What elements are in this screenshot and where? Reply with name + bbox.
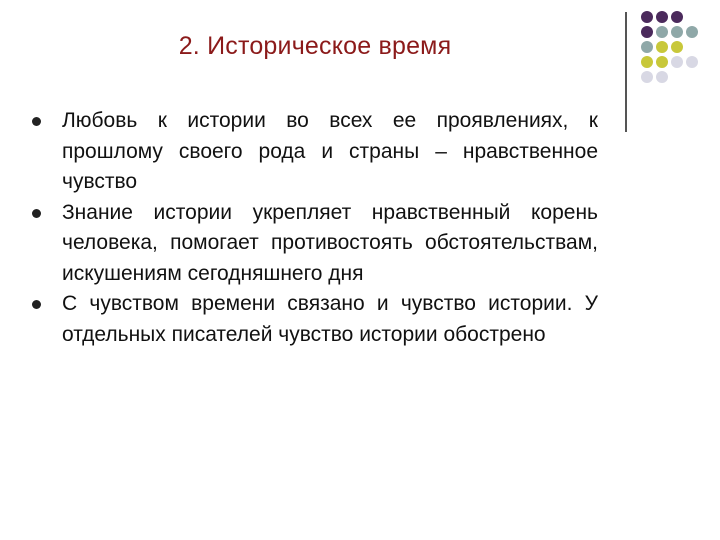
decorative-dot — [641, 41, 653, 53]
decorative-dot — [671, 41, 683, 53]
decorative-dot — [671, 11, 683, 23]
decorative-dot — [686, 26, 698, 38]
decorative-dot — [656, 56, 668, 68]
decorative-dot — [656, 26, 668, 38]
decorative-dot — [671, 56, 683, 68]
bullet-text: С чувством времени связано и чувство истории. У отдельных писателей чувство истории обострено — [62, 292, 598, 346]
decorative-dot — [656, 11, 668, 23]
bullet-text: Знание истории укрепляет нравственный корень человека, помогает противостоять обстоятельствам, искушениям сегодняшнего дня — [62, 200, 598, 285]
decorative-dot — [641, 26, 653, 38]
decorative-dot — [671, 26, 683, 38]
bullet-item — [30, 198, 598, 290]
bullet-list — [30, 106, 598, 350]
bullet-dot-icon — [32, 117, 41, 126]
decorative-dot — [656, 41, 668, 53]
bullet-text: Любовь к истории во всех ее проявлениях, к прошлому своего рода и страны – нравственное чувство — [62, 109, 598, 193]
decorative-dot — [686, 56, 698, 68]
bullet-item — [30, 106, 598, 198]
bullet-dot-icon — [32, 209, 41, 218]
slide-title: 2. Историческое время — [178, 32, 452, 60]
decorative-divider-line — [625, 12, 627, 132]
decorative-dot — [641, 11, 653, 23]
decorative-dot — [641, 71, 653, 83]
bullet-dot-icon — [32, 300, 41, 309]
bullet-item — [30, 289, 598, 350]
decorative-dot — [656, 71, 668, 83]
decorative-dot — [641, 56, 653, 68]
